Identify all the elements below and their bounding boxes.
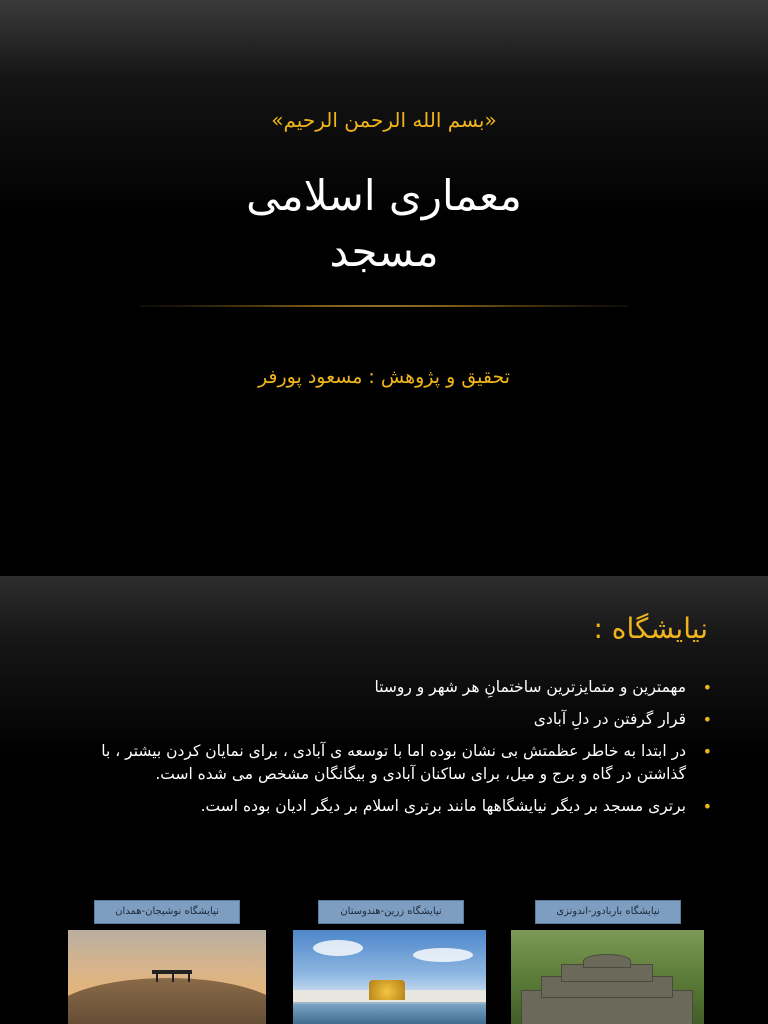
- title-line-2: مسجد: [329, 227, 439, 276]
- caption-golden-temple: نیایشگاه زرین-هندوستان: [318, 900, 464, 924]
- bullet-dot-icon: •: [702, 742, 712, 761]
- caption-borobudur: نیایشگاه باربادور-اندونزی: [535, 900, 681, 924]
- bullet-item: [52, 676, 712, 699]
- bullet-item: [52, 795, 712, 818]
- title-line-1: معماری اسلامی: [246, 171, 522, 220]
- title-divider: [140, 305, 628, 307]
- content-slide: [0, 576, 768, 1024]
- bullet-dot-icon: •: [702, 710, 712, 729]
- slide-heading: نیایشگاه :: [593, 612, 708, 645]
- bullet-item: [52, 740, 712, 786]
- bullet-list: [52, 676, 712, 827]
- photo-nushijan: [68, 930, 266, 1024]
- bismillah-text: «بسم الله الرحمن الرحیم»: [271, 108, 497, 132]
- bullet-text: مهمترین و متمایزترین ساختمانِ هر شهر و روستا: [374, 678, 686, 696]
- bullet-dot-icon: •: [702, 678, 712, 697]
- photo-golden-temple: [293, 930, 486, 1024]
- caption-nushijan: نیایشگاه نوشیجان-همدان: [94, 900, 240, 924]
- bullet-text: قرار گرفتن در دلِ آبادی: [533, 710, 686, 728]
- bullet-item: [52, 708, 712, 731]
- bullet-dot-icon: •: [702, 797, 712, 816]
- slide-title: [0, 168, 768, 280]
- photo-borobudur: [511, 930, 704, 1024]
- bullet-text: برتری مسجد بر دیگر نیایشگاهها مانند برتری اسلام بر دیگر ادیان بوده است.: [200, 797, 686, 815]
- author-subtitle: تحقیق و پژوهش : مسعود پورفر: [257, 366, 511, 388]
- bullet-text: در ابتدا به خاطر عظمتش بی نشان بوده اما با توسعه ی آبادی ، برای نمایان کردن بیشتر ، با گذاشتن در گاه و برج و میل، برای ساکنان آبادی و بیگانگان مشخص می شده است.: [101, 742, 686, 783]
